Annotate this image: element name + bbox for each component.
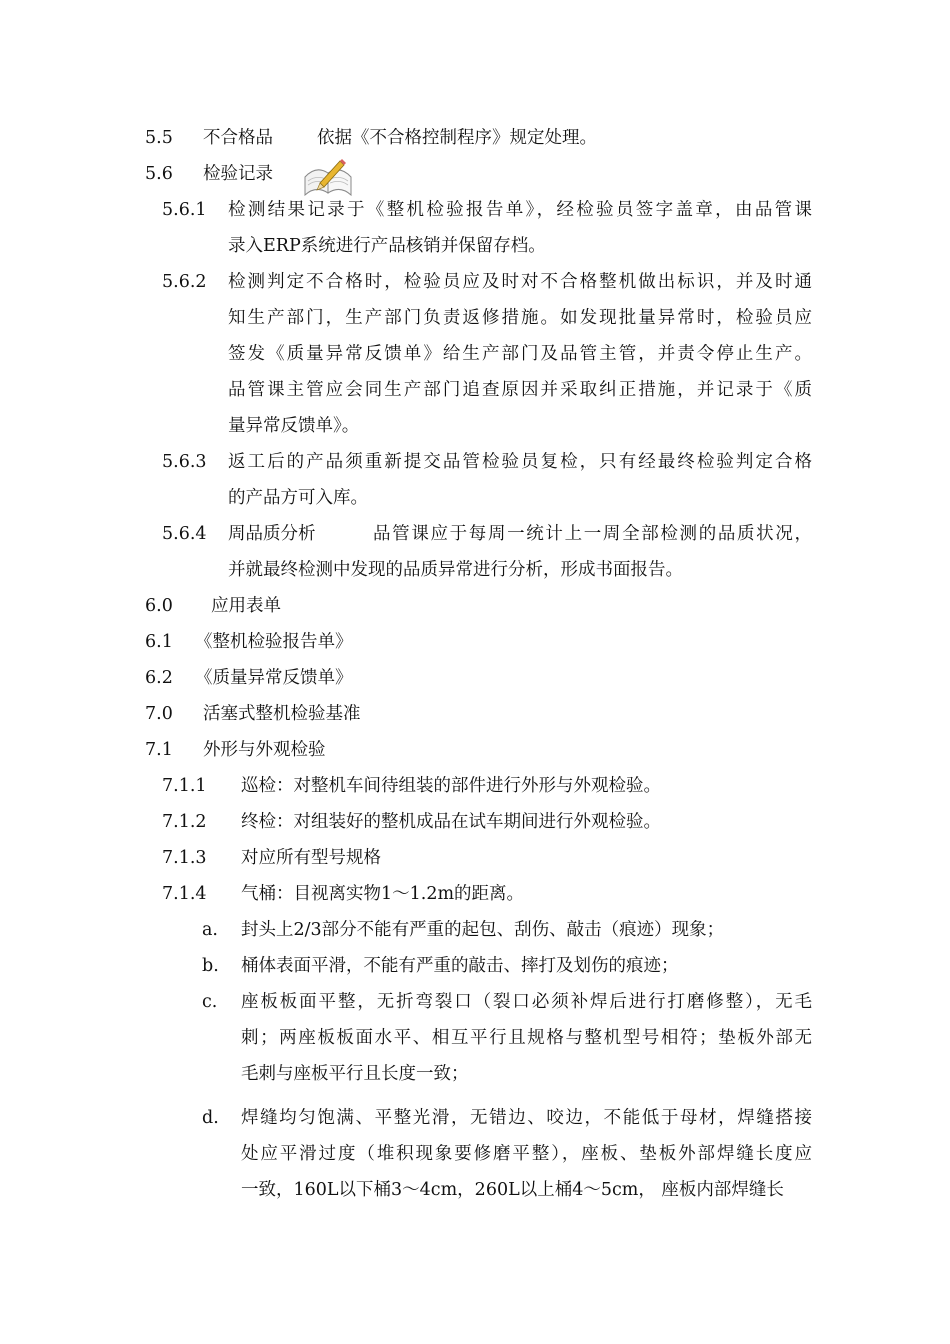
section-number: 7.1.1 xyxy=(162,776,207,796)
section-number: 5.6.1 xyxy=(162,200,207,220)
section-title: 周品质分析 xyxy=(228,524,316,544)
section-text: 依据《不合格控制程序》规定处理。 xyxy=(317,128,597,148)
notebook-pencil-icon xyxy=(302,157,354,197)
section-number: 5.6.4 xyxy=(162,524,207,544)
list-label: a. xyxy=(202,920,218,940)
section-number: 5.6 xyxy=(145,164,173,184)
list-item-text: 焊缝均匀饱满、平整光滑，无错边、咬边，不能低于母材，焊缝搭接 xyxy=(241,1108,812,1128)
section-title: 外形与外观检验 xyxy=(203,740,326,760)
paragraph-line: 返工后的产品须重新提交品管检验员复检，只有经最终检验判定合格 xyxy=(228,452,812,472)
section-text: 终检：对组装好的整机成品在试车期间进行外观检验。 xyxy=(241,812,661,832)
section-number: 6.2 xyxy=(145,668,173,688)
section-number: 6.1 xyxy=(145,632,173,652)
list-label: c. xyxy=(202,992,218,1012)
paragraph-line: 量异常反馈单》。 xyxy=(228,416,360,436)
list-item-text: 处应平滑过度（堆积现象要修磨平整），座板、垫板外部焊缝长度应 xyxy=(241,1144,812,1164)
list-item-text: 毛刺与座板平行且长度一致； xyxy=(241,1064,469,1084)
section-title: 活塞式整机检验基准 xyxy=(203,704,361,724)
paragraph-line: 录入ERP系统进行产品核销并保留存档。 xyxy=(228,236,546,256)
section-number: 5.6.3 xyxy=(162,452,207,472)
paragraph-line: 检测结果记录于《整机检验报告单》，经检验员签字盖章，由品管课 xyxy=(228,200,812,220)
paragraph-line: 并就最终检测中发现的品质异常进行分析，形成书面报告。 xyxy=(228,560,683,580)
section-number: 7.0 xyxy=(145,704,173,724)
section-number: 7.1.3 xyxy=(162,848,207,868)
list-label: b. xyxy=(202,956,219,976)
section-title: 检验记录 xyxy=(203,164,273,184)
section-number: 5.5 xyxy=(145,128,173,148)
section-title: 应用表单 xyxy=(211,596,281,616)
section-number: 7.1.2 xyxy=(162,812,207,832)
paragraph-line: 知生产部门，生产部门负责返修措施。如发现批量异常时，检验员应 xyxy=(228,308,812,328)
paragraph-line: 品管课应于每周一统计上一周全部检测的品质状况， xyxy=(373,524,812,544)
paragraph-line: 签发《质量异常反馈单》给生产部门及品管主管，并责令停止生产。 xyxy=(228,344,812,364)
section-number: 6.0 xyxy=(145,596,173,616)
section-text: 巡检：对整机车间待组装的部件进行外形与外观检验。 xyxy=(241,776,661,796)
section-number: 7.1 xyxy=(145,740,173,760)
list-item-text: 封头上2/3部分不能有严重的起包、刮伤、敲击（痕迹）现象； xyxy=(241,920,725,940)
section-number: 7.1.4 xyxy=(162,884,207,904)
section-text: 对应所有型号规格 xyxy=(241,848,381,868)
list-item-text: 座板板面平整，无折弯裂口（裂口必须补焊后进行打磨修整），无毛 xyxy=(241,992,812,1012)
list-item-text: 刺；两座板板面水平、相互平行且规格与整机型号相符；垫板外部无 xyxy=(241,1028,812,1048)
paragraph-line: 检测判定不合格时，检验员应及时对不合格整机做出标识，并及时通 xyxy=(228,272,812,292)
paragraph-line: 的产品方可入库。 xyxy=(228,488,368,508)
paragraph-line: 品管课主管应会同生产部门追查原因并采取纠正措施，并记录于《质 xyxy=(228,380,812,400)
section-number: 5.6.2 xyxy=(162,272,207,292)
section-text: 气桶：目视离实物1～1.2m的距离。 xyxy=(241,884,525,904)
list-item-text: 一致，160L以下桶3～4cm，260L以上桶4～5cm， 座板内部焊缝长 xyxy=(241,1180,784,1200)
list-label: d. xyxy=(202,1108,219,1128)
section-title: 《整机检验报告单》 xyxy=(195,632,353,652)
section-title: 不合格品 xyxy=(203,128,273,148)
section-title: 《质量异常反馈单》 xyxy=(195,668,353,688)
list-item-text: 桶体表面平滑，不能有严重的敲击、摔打及划伤的痕迹； xyxy=(241,956,679,976)
